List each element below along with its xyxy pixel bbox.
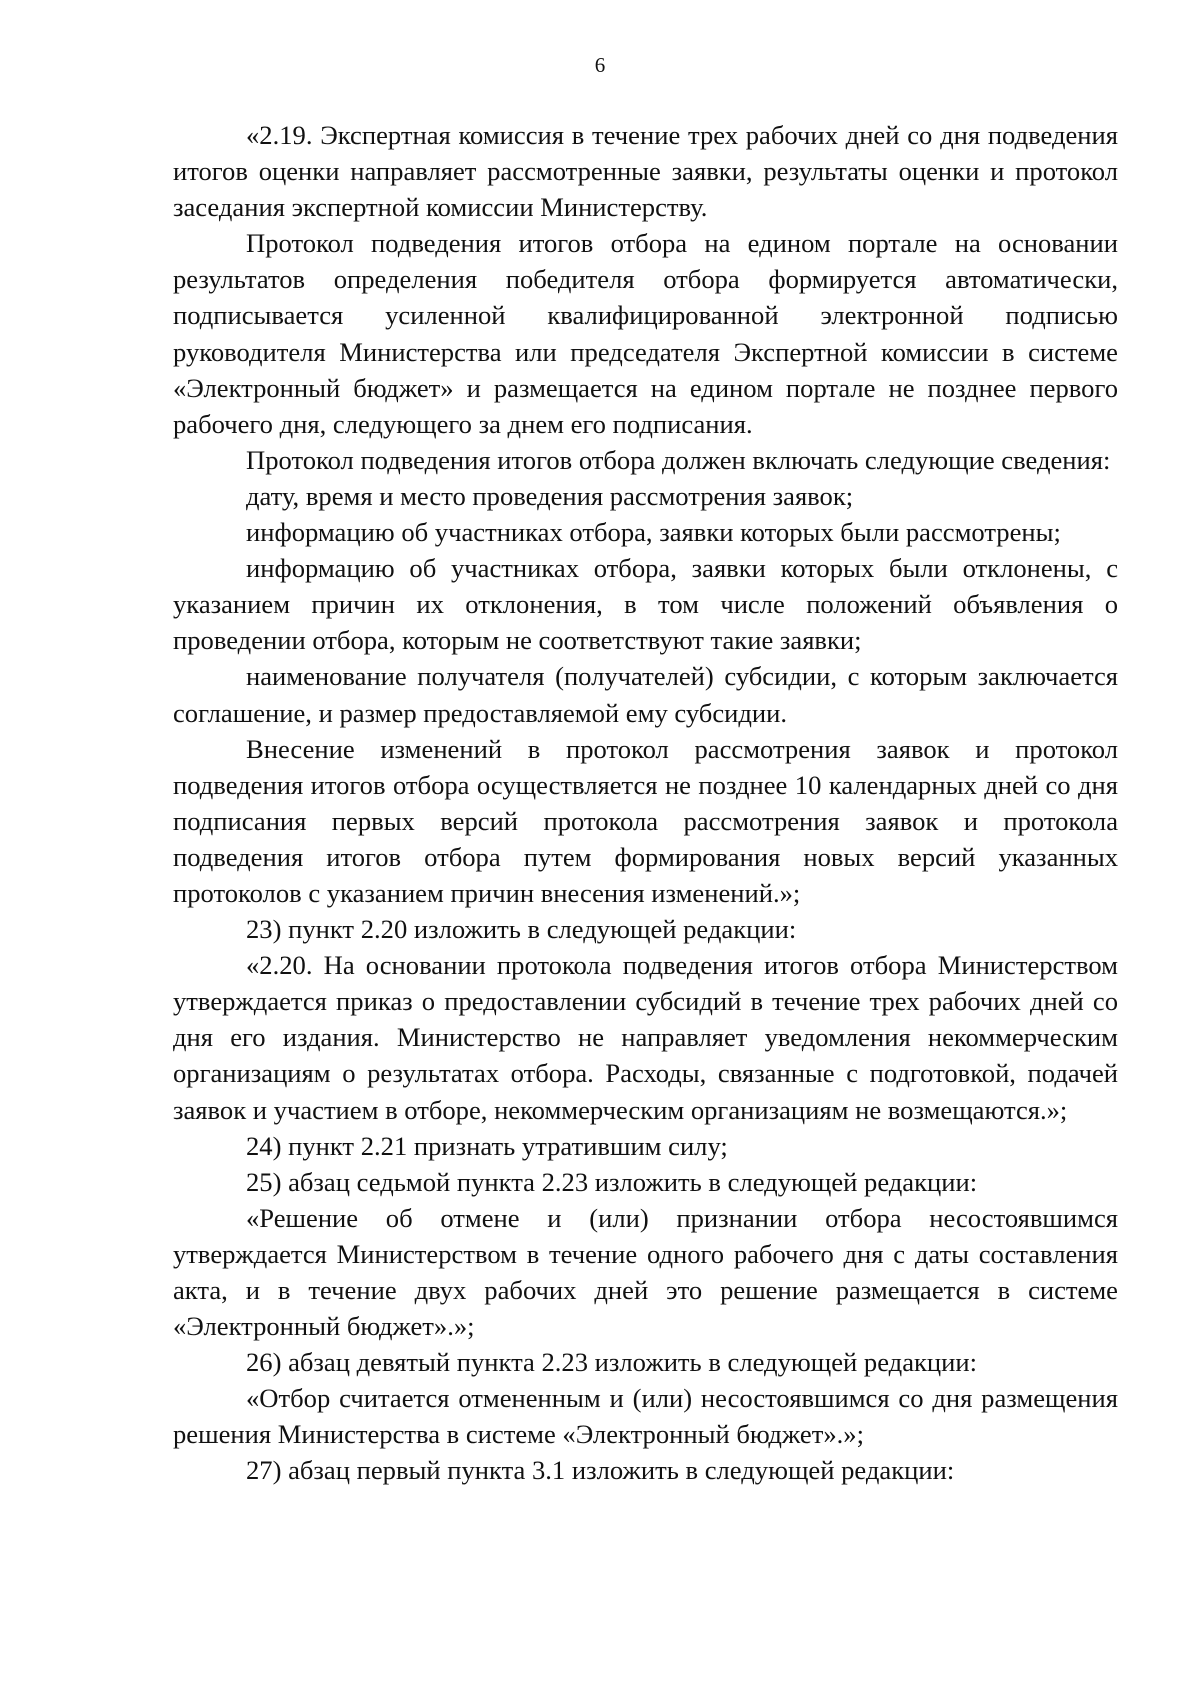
amendment-26: 26) абзац девятый пункта 2.23 изложить в следующей редакции:: [246, 1347, 978, 1378]
document-body: [173, 117, 1118, 1489]
list-item-reviewed-participants: информацию об участниках отбора, заявки которых были рассмотрены;: [246, 517, 1061, 548]
paragraph-protocol-contents: Протокол подведения итогов отбора должен включать следующие сведения:: [246, 444, 1111, 475]
paragraph-2-20: «2.20. На основании протокола подведения итогов отбора Министерством утверждается приказ о предоставлении субсидий в течение трех рабочих дней со дня его издания. Министерство не направляет уведомления некоммерческим организациям о результатах отбора. Расходы, связанные с подготовкой, подачей заявок и участием в отборе, некоммерческим организациям не возмещаются.»;: [173, 950, 1118, 1125]
list-item-rejected-participants: информацию об участниках отбора, заявки которых были отклонены, с указанием причин их отклонения, в том числе положений объявления о проведении отбора, которым не соответствуют такие заявки;: [173, 553, 1118, 656]
paragraph-2-19: «2.19. Экспертная комиссия в течение трех рабочих дней со дня подведения итогов оценки направляет рассмотренные заявки, результаты оценки и протокол заседания экспертной комиссии Министерству.: [173, 120, 1118, 223]
list-item-date-time-place: дату, время и место проведения рассмотрения заявок;: [246, 480, 854, 511]
list-item-recipient-name: наименование получателя (получателей) субсидии, с которым заключается соглашение, и размер предоставляемой ему субсидии.: [173, 661, 1118, 728]
amendment-25: 25) абзац седьмой пункта 2.23 изложить в следующей редакции:: [246, 1166, 978, 1197]
paragraph-cancellation-decision: «Решение об отмене и (или) признании отбора несостоявшимся утверждается Министерством в течение одного рабочего дня с даты составления акта, и в течение двух рабочих дней это решение размещается в системе «Электронный бюджет».»;: [173, 1202, 1118, 1342]
amendment-27: 27) абзац первый пункта 3.1 изложить в следующей редакции:: [246, 1455, 955, 1486]
page-number: 6: [594, 53, 606, 77]
amendment-23: 23) пункт 2.20 изложить в следующей редакции:: [246, 914, 797, 945]
paragraph-cancellation-effective: «Отбор считается отмененным и (или) несостоявшимся со дня размещения решения Министерства в системе «Электронный бюджет».»;: [173, 1383, 1118, 1450]
amendment-24: 24) пункт 2.21 признать утратившим силу;: [246, 1130, 728, 1161]
paragraph-protocol-changes: Внесение изменений в протокол рассмотрения заявок и протокол подведения итогов отбора осуществляется не позднее 10 календарных дней со дня подписания первых версий протокола рассмотрения заявок и протокола подведения итогов отбора путем формирования новых версий указанных протоколов с указанием причин внесения изменений.»;: [173, 733, 1118, 908]
paragraph-protocol-portal: Протокол подведения итогов отбора на едином портале на основании результатов определения победителя отбора формируется автоматически, подписывается усиленной квалифицированной электронной подписью руководителя Министерства или председателя Экспертной комиссии в системе «Электронный бюджет» и размещается на едином портале не позднее первого рабочего дня, следующего за днем его подписания.: [173, 228, 1118, 439]
